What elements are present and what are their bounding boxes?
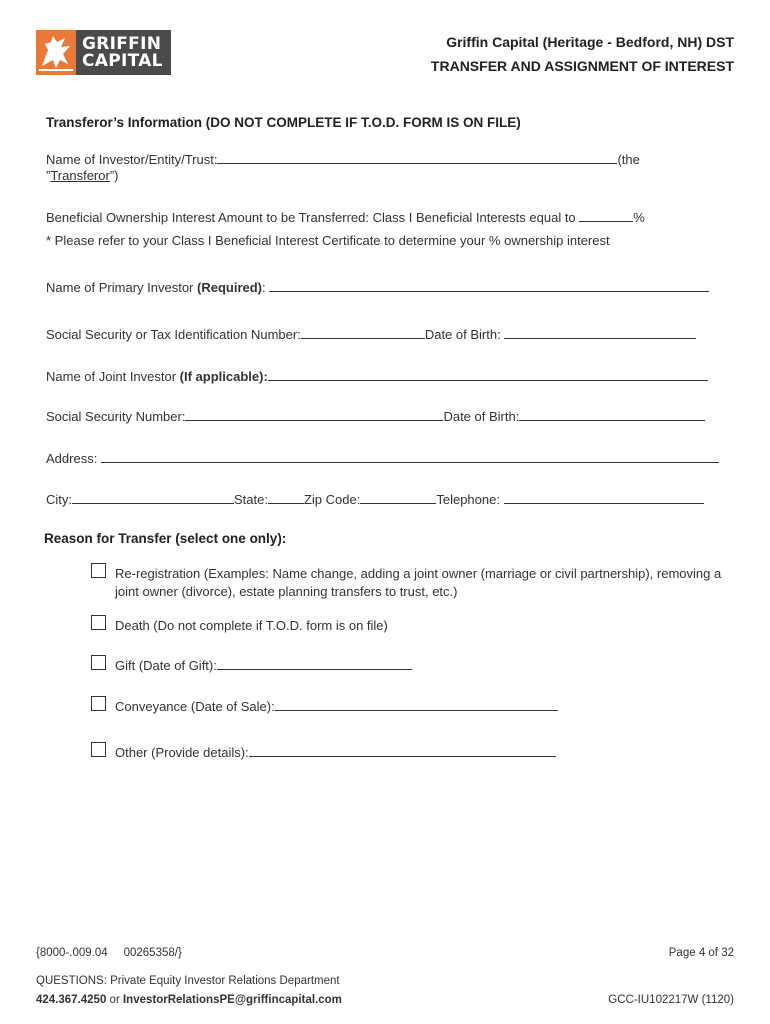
investor-name-label: Name of Investor/Entity/Trust: [46, 152, 218, 167]
boi-label: Beneficial Ownership Interest Amount to be Transferred: Class I Beneficial Interests equal to [46, 210, 576, 225]
primary-investor-label: Name of Primary Investor [46, 280, 197, 295]
contact-line [36, 994, 342, 1006]
contact-email[interactable]: InvestorRelationsPE@griffincapital.com [122, 994, 342, 1006]
dob-field[interactable] [504, 326, 696, 339]
address-row [46, 450, 719, 466]
document-title: Griffin Capital (Heritage - Bedford, NH) DST [446, 34, 734, 50]
gift-checkbox[interactable] [91, 655, 106, 670]
required-marker: (Required) [197, 280, 262, 295]
ssn-tax-row [46, 326, 696, 342]
boi-row [46, 209, 645, 225]
city-field[interactable] [72, 491, 234, 504]
primary-colon: : [262, 280, 266, 295]
page-number: Page 4 of 32 [668, 947, 734, 959]
reregistration-checkbox[interactable] [91, 563, 106, 578]
transferor-heading: Transferor’s Information (DO NOT COMPLETE IF T.O.D. FORM IS ON FILE) [46, 115, 521, 130]
contact-phone[interactable]: 424.367.4250 [36, 994, 107, 1006]
primary-investor-row [46, 279, 709, 295]
conveyance-row [115, 698, 558, 716]
contact-or: or [106, 994, 123, 1006]
investor-name-row [46, 151, 640, 167]
logo-wordmark [76, 30, 171, 75]
quote-open: ” [46, 168, 51, 183]
dob-label: Date of Birth: [424, 327, 501, 342]
joint-investor-row [46, 368, 708, 384]
death-label: Death (Do not complete if T.O.D. form is on file) [115, 618, 388, 633]
logo-line-1: GRIFFIN [82, 33, 162, 54]
conveyance-label: Conveyance (Date of Sale): [115, 699, 275, 714]
gift-label: Gift (Date of Gift): [115, 658, 217, 673]
document-code: {8000-.009.04 00265358/} [36, 947, 182, 959]
death-checkbox[interactable] [91, 615, 106, 630]
reason-heading: Reason for Transfer (select one only): [44, 531, 287, 546]
other-details-field[interactable] [249, 744, 556, 757]
reregistration-label: Re-registration (Examples: Name change, adding a joint owner (marriage or civil partnership), removing a joint owner (divorce), estate planning transfers to trust, etc.) [115, 566, 722, 599]
investor-name-field[interactable] [217, 151, 617, 164]
ssn-tax-field[interactable] [301, 326, 425, 339]
other-label: Other (Provide details): [115, 745, 249, 760]
form-id: GCC-IU102217W (1120) [608, 994, 734, 1006]
transferor-definition [46, 168, 119, 183]
telephone-field[interactable] [504, 491, 704, 504]
investor-name-suffix: (the [617, 152, 640, 167]
telephone-label: Telephone: [436, 492, 500, 507]
quote-close: ”) [109, 168, 119, 183]
joint-investor-field[interactable] [268, 368, 708, 381]
other-checkbox[interactable] [91, 742, 106, 757]
if-applicable-marker: (If applicable): [179, 369, 268, 384]
conveyance-checkbox[interactable] [91, 696, 106, 711]
ssn-row [46, 408, 705, 424]
dob-field-2[interactable] [519, 408, 705, 421]
state-field[interactable] [268, 491, 304, 504]
document-subtitle: TRANSFER AND ASSIGNMENT OF INTEREST [430, 58, 734, 74]
ssn-field[interactable] [185, 408, 443, 421]
address-label: Address: [46, 451, 98, 466]
other-row [115, 744, 556, 762]
gift-row [115, 657, 412, 675]
transferor-term: Transferor [50, 168, 110, 183]
state-label: State: [234, 492, 268, 507]
ssn-label: Social Security Number: [46, 409, 186, 424]
city-label: City: [46, 492, 72, 507]
boi-note: * Please refer to your Class I Beneficial Interest Certificate to determine your % ownership interest [46, 233, 610, 248]
boi-percent-sign: % [633, 210, 645, 225]
conveyance-date-field[interactable] [275, 698, 558, 711]
questions-line: QUESTIONS: Private Equity Investor Relations Department [36, 975, 340, 987]
company-logo [36, 30, 171, 75]
dob-label-2: Date of Birth: [443, 409, 520, 424]
logo-line-2: CAPITAL [82, 50, 163, 71]
boi-percent-field[interactable] [579, 209, 633, 222]
city-row [46, 491, 704, 507]
zip-label: Zip Code: [303, 492, 361, 507]
ssn-tax-label: Social Security or Tax Identification Number: [46, 327, 301, 342]
zip-field[interactable] [360, 491, 436, 504]
griffin-icon [36, 30, 76, 75]
gift-date-field[interactable] [217, 657, 412, 670]
joint-investor-label: Name of Joint Investor [46, 369, 180, 384]
primary-investor-field[interactable] [269, 279, 709, 292]
address-field[interactable] [101, 450, 719, 463]
